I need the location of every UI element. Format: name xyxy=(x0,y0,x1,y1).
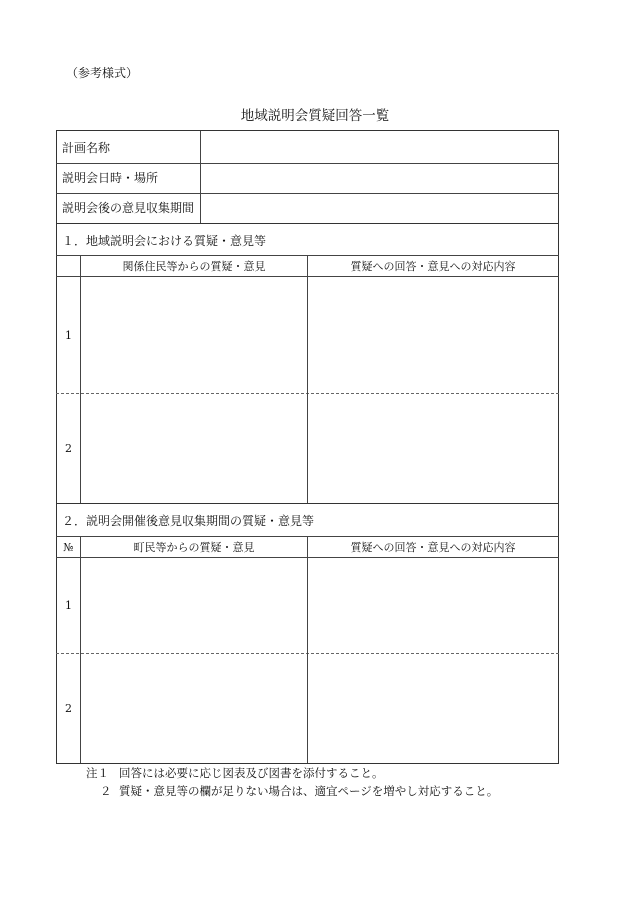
divider xyxy=(307,256,308,503)
info-label-date-place: 説明会日時・場所 xyxy=(62,171,159,185)
divider xyxy=(56,163,559,164)
divider xyxy=(307,537,308,763)
note2-label: ２ xyxy=(100,784,112,798)
section2-row-no: 2 xyxy=(65,702,72,715)
divider xyxy=(80,537,81,763)
info-label-plan-name: 計画名称 xyxy=(62,141,111,155)
section2-row-no: 1 xyxy=(65,599,72,612)
section1-col-answer: 質疑への回答・意見への対応内容 xyxy=(350,260,516,273)
section2-heading: ２．説明会開催後意見収集期間の質疑・意見等 xyxy=(62,514,315,528)
note1-text: 回答には必要に応じ図表及び図書を添付すること。 xyxy=(119,766,384,780)
section2-col-question: 町民等からの質疑・意見 xyxy=(133,541,255,554)
info-label-collection-period: 説明会後の意見収集期間 xyxy=(62,201,195,215)
divider xyxy=(200,131,201,223)
divider xyxy=(56,193,559,194)
note2-text: 質疑・意見等の欄が足りない場合は、適宜ページを増やし対応すること。 xyxy=(119,784,499,798)
section2-col-no: № xyxy=(63,541,74,554)
divider xyxy=(56,503,559,504)
divider xyxy=(56,223,559,224)
section1-col-question: 関係住民等からの質疑・意見 xyxy=(122,260,266,273)
section1-heading: １．地域説明会における質疑・意見等 xyxy=(62,234,267,248)
section1-row-no: 1 xyxy=(65,329,72,342)
divider xyxy=(80,256,81,503)
page-title: 地域説明会質疑回答一覧 xyxy=(240,108,390,124)
section2-col-answer: 質疑への回答・意見への対応内容 xyxy=(350,541,516,554)
note1-label: 注１ xyxy=(86,766,109,780)
reference-label: （参考様式） xyxy=(66,66,139,80)
section1-row-no: 2 xyxy=(65,442,72,455)
